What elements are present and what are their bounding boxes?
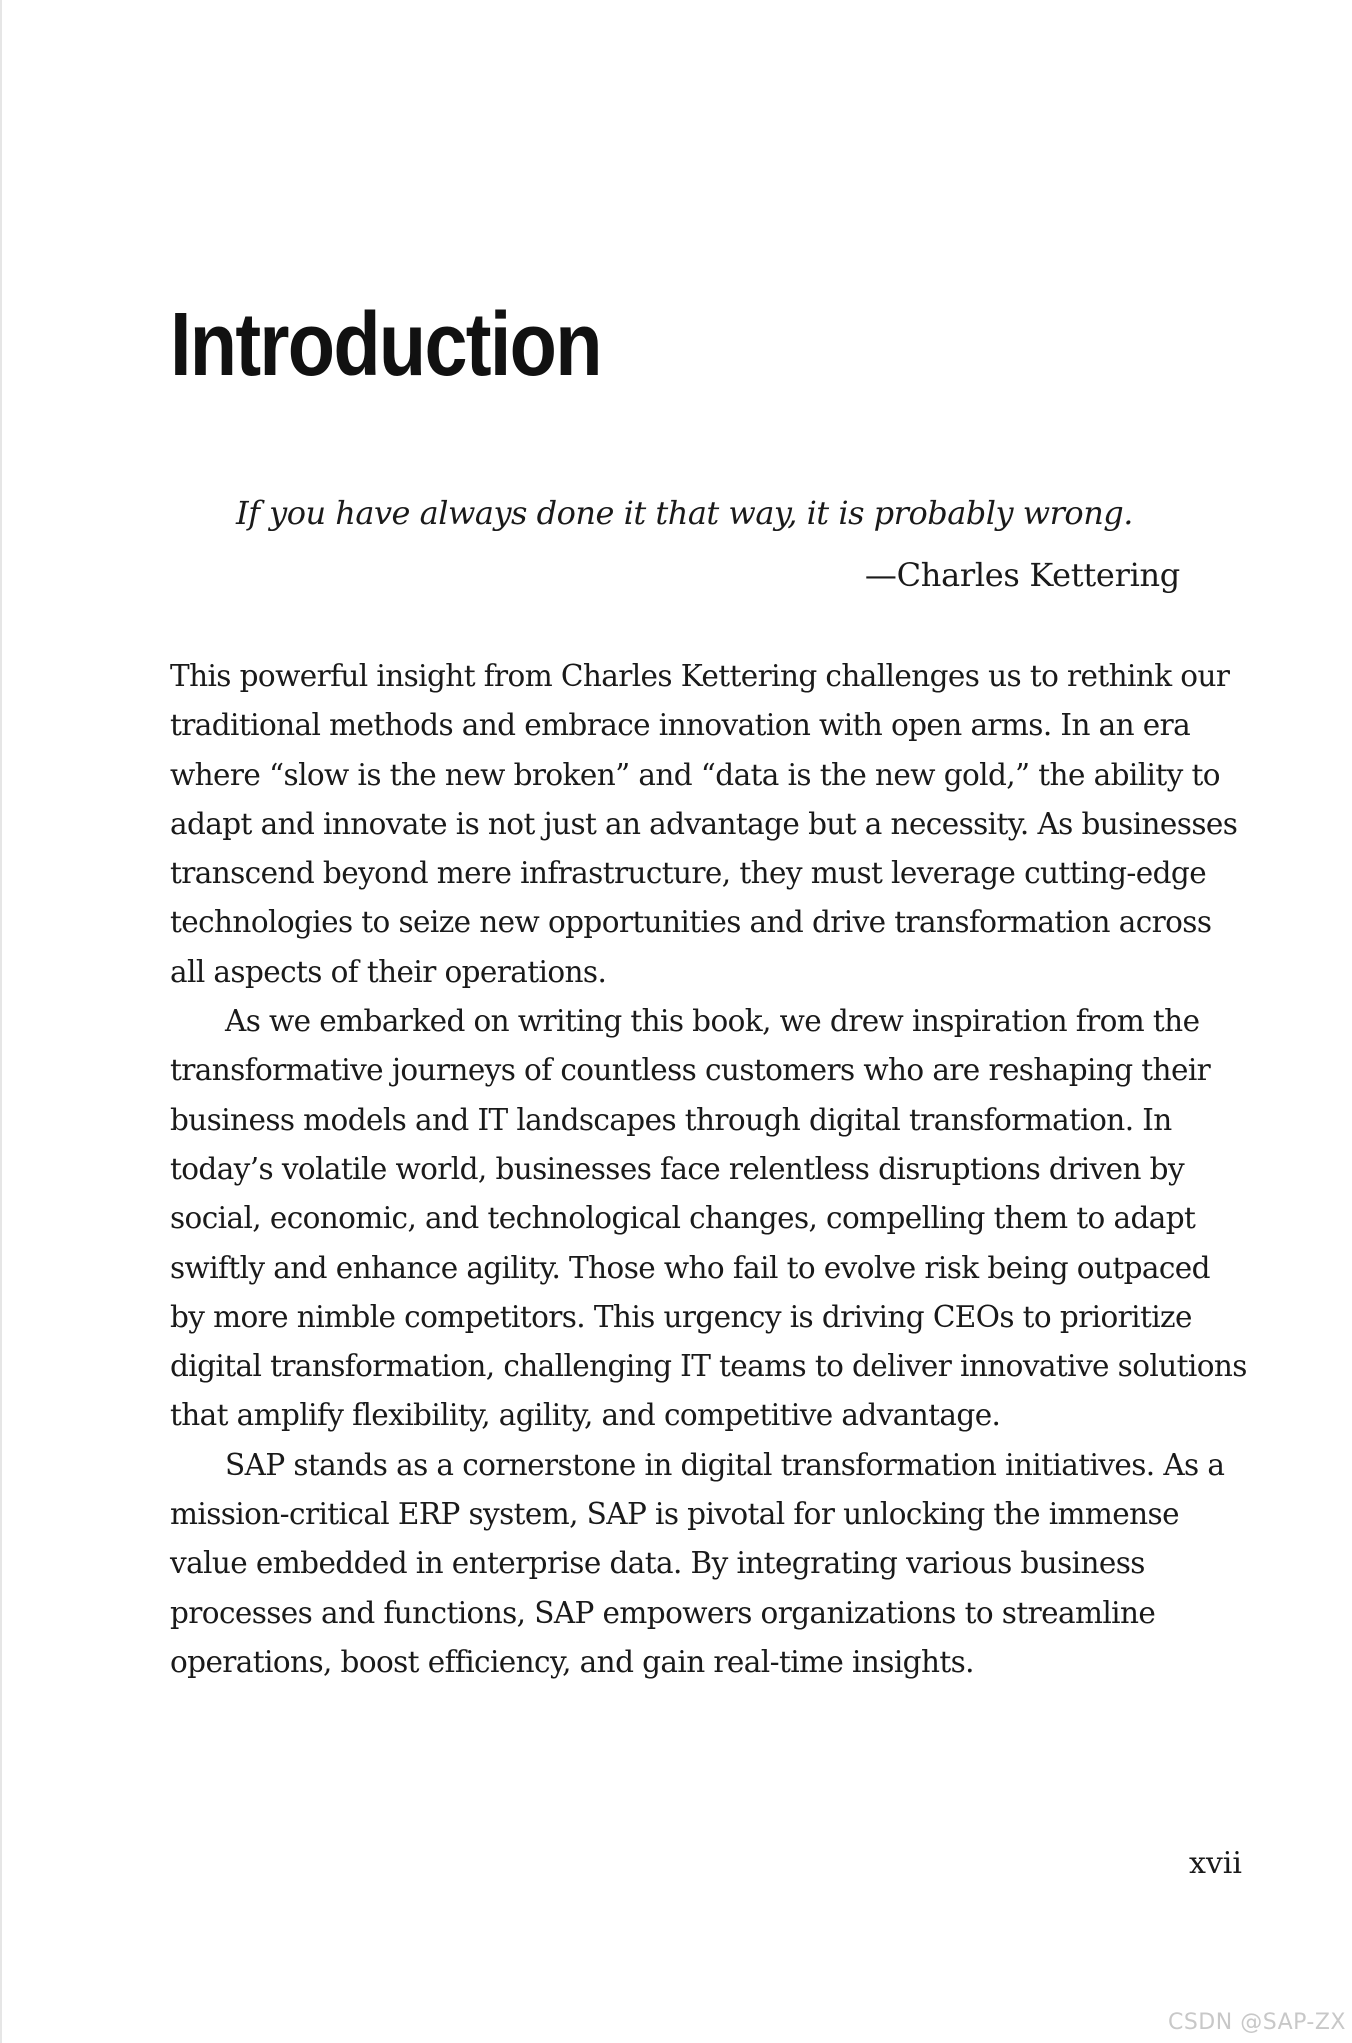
paragraph-2: As we embarked on writing this book, we drew inspiration from the transformative journeys of countless customers who are reshaping their business models and IT landscapes through digital transformation. In today’s volatile world, businesses face relentless disruptions driven by social, economic, and technological changes, compelling them to adapt swiftly and enhance agility. Those who fail to evolve risk being outpaced by more nimble competitors. This urgency is driving CEOs to prioritize digital transformation, challenging IT teams to deliver innovative solutions that amplify flexibility, agility, and competitive advantage. bbox=[170, 1004, 1247, 1433]
paragraph-1: This powerful insight from Charles Kettering challenges us to rethink our traditional methods and embrace innovation with open arms. In an era where “slow is the new broken” and “data is the new gold,” the ability to adapt and innovate is not just an advantage but a necessity. As businesses transcend beyond mere infrastructure, they must leverage cutting-edge technologies to seize new opportunities and drive transformation across all aspects of their operations. bbox=[170, 659, 1238, 989]
page-number: xvii bbox=[1188, 1846, 1242, 1881]
body-text bbox=[170, 652, 1250, 1687]
paragraph-3: SAP stands as a cornerstone in digital transformation initiatives. As a mission-critical ERP system, SAP is pivotal for unlocking the immense value embedded in enterprise data. By integrating various business processes and functions, SAP empowers organizations to streamline operations, boost efficiency, and gain real-time insights. bbox=[170, 1447, 1225, 1679]
epigraph bbox=[236, 488, 1180, 600]
epigraph-quote: If you have always done it that way, it is probably wrong. bbox=[236, 494, 1133, 532]
chapter-title: Introduction bbox=[170, 295, 601, 395]
epigraph-author: —Charles Kettering bbox=[864, 556, 1180, 594]
watermark: CSDN @SAP-ZX bbox=[1167, 2010, 1346, 2035]
